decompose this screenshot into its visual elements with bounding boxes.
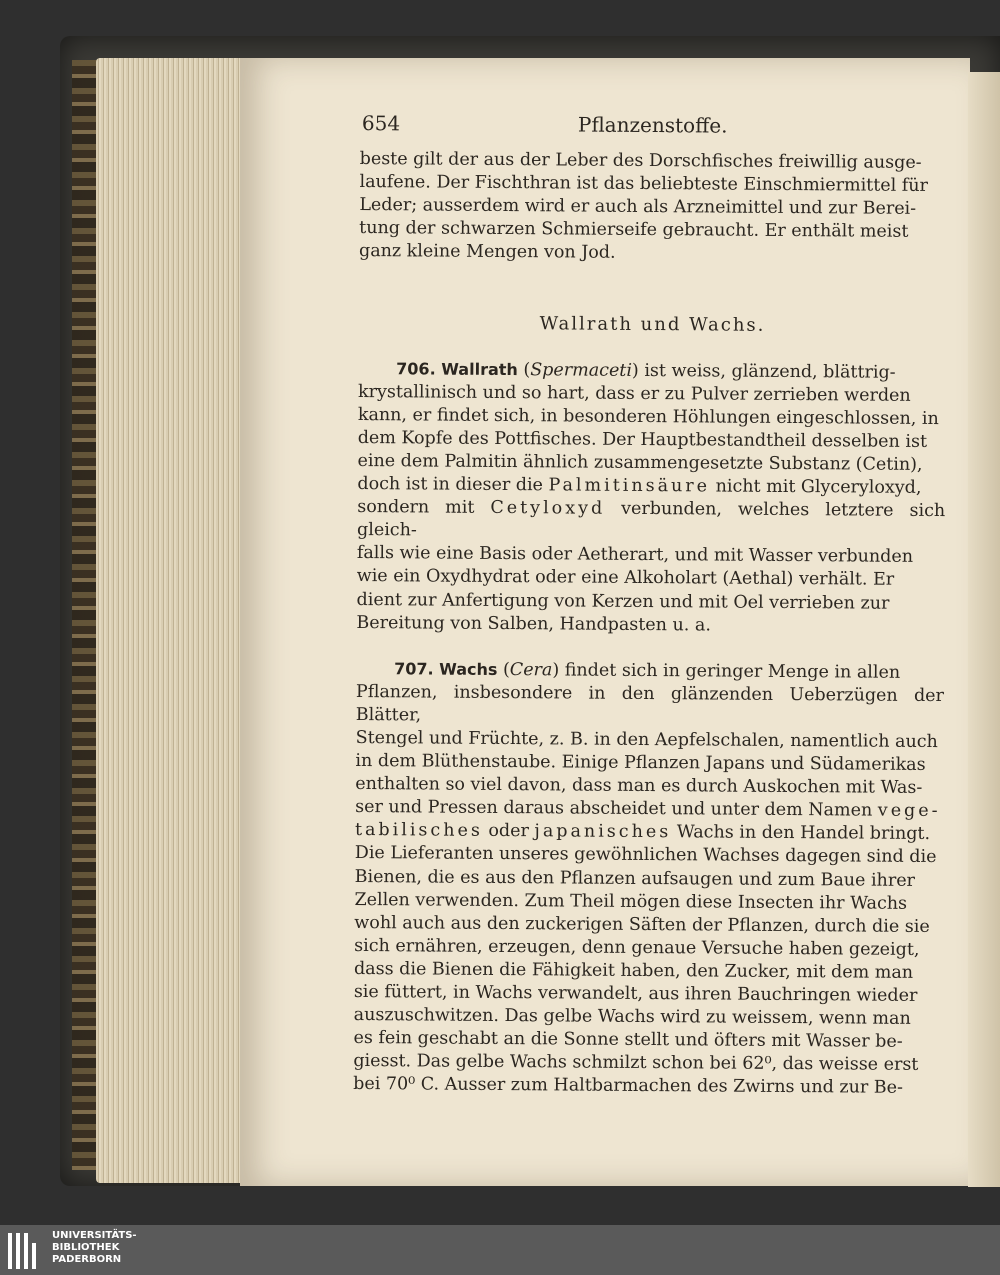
text-fragment: oder xyxy=(488,821,529,842)
page-text xyxy=(353,112,948,1101)
latin-term: Spermaceti xyxy=(530,359,633,381)
paragraph-number: 706. xyxy=(396,358,436,379)
text-fragment: nicht mit Glyceryloxyd, xyxy=(715,476,922,498)
text-line: krystallinisch und so hart, dass er zu Pulver zerrieben werden xyxy=(357,381,911,406)
library-name-line: PADERBORN xyxy=(52,1254,122,1265)
paragraph-706: 706. Wallrath (Spermaceti) ist weiss, glänzend, blättrig- krystallinisch und so hart, dass er zu Pulver zerrieben werden kann, er findet sich, in besonderen Höhlungen eingeschlossen, in dem Kopfe des Pottfisches. Der Hauptbestandtheil desselben ist eine dem Palmitin ähnlich zusammengesetzte Substanz (Cetin), doch ist in dieser die Palmitinsäure nicht mit Glyceryloxyd, sondern mit Cetyloxyd verbunden, welches letztere sich gleich- falls wie eine Basis oder Aetherart, und mit Wasser verbunden wie ein Oxydhydrat oder eine Alkoholart (Aethal) verhält. Er dient zur Anfertigung von Kerzen und mit Oel verrieben zur Bereitung von Salben, Handpasten u. a. xyxy=(356,358,946,636)
text-line: wohl auch aus den zuckerigen Säften der Pflanzen, durch die sie xyxy=(354,912,930,937)
text-line: Stengel und Früchte, z. B. in den Aepfelschalen, namentlich auch xyxy=(355,727,938,753)
text-line: ist weiss, glänzend, blättrig- xyxy=(644,360,896,383)
term-heading: Wallrath xyxy=(441,359,518,379)
text-line: falls wie eine Basis oder Aetherart, und mit Wasser verbunden xyxy=(356,543,914,568)
text-line: dass die Bienen die Fähigkeit haben, den Zucker, mit dem man xyxy=(353,958,914,983)
text-line: dient zur Anfertigung von Kerzen und mit Oel verrieben zur xyxy=(356,589,890,614)
text-line: findet sich in geringer Menge in allen xyxy=(564,660,901,683)
text-line: enthalten so viel davon, dass man es durch Auskochen mit Was- xyxy=(355,774,923,799)
text-line: Zellen verwenden. Zum Theil mögen diese Insecten ihr Wachs xyxy=(354,889,908,914)
text-line: sich ernähren, erzeugen, denn genaue Versuche haben gezeigt, xyxy=(354,935,920,960)
spaced-term: Cetyloxyd xyxy=(490,498,606,519)
library-name xyxy=(52,1230,137,1266)
text-line: Bereitung von Salben, Handpasten u. a. xyxy=(356,612,712,636)
book-spine-edge xyxy=(72,60,98,1170)
spaced-term: tabilisches xyxy=(354,820,483,842)
text-line: bei 70⁰ C. Ausser zum Haltbarmachen des Zwirns und zur Be- xyxy=(353,1074,904,1099)
text-line: Leder; ausserdem wird er auch als Arzneimittel und zur Berei- xyxy=(359,195,917,220)
text-fragment: sondern mit xyxy=(357,497,475,518)
text-fragment: doch ist in dieser die xyxy=(357,474,544,496)
text-fragment: Wachs in den Handel bringt. xyxy=(676,822,931,845)
text-line: ganz kleine Mengen von Jod. xyxy=(358,241,616,264)
text-line: giesst. Das gelbe Wachs schmilzt schon bei 62⁰, das weisse erst xyxy=(353,1051,919,1076)
text-line: Pflanzen, insbesondere in den glänzenden Ueberzügen der Blätter, xyxy=(355,681,945,726)
text-line: Die Lieferanten unseres gewöhnlichen Wachses dagegen sind die xyxy=(354,843,937,868)
library-name-line: UNIVERSITÄTS- xyxy=(52,1230,137,1241)
page-stack-edges xyxy=(96,58,256,1183)
text-line: wie ein Oxydhydrat oder eine Alkoholart (Aethal) verhält. Er xyxy=(356,566,895,591)
paragraph-707: 707. Wachs (Cera) findet sich in geringer Menge in allen Pflanzen, insbesondere in den glänzenden Ueberzügen der Blätter, Stengel und Früchte, z. B. in den Aepfelschalen, namentlich auch in dem Blüthenstaube. Einige Pflanzen Japans und Südamerikas enthalten so viel davon, dass man es durch Auskochen mit Was- ser und Pressen daraus abscheidet und unter dem Namen vege- tabilisches oder japanisches Wachs in den Handel bringt. Die Lieferanten unseres gewöhnlichen Wachses dagegen sind die Bienen, die es aus den Pflanzen aufsaugen und zum Baue ihrer Zellen verwenden. Zum Theil mögen diese Insecten ihr Wachs wohl auch aus den zuckerigen Säften der Pflanzen, durch die sie sich ernähren, erzeugen, denn genaue Versuche haben gezeigt, dass die Bienen die Fähigkeit haben, den Zucker, mit dem man sie füttert, in Wachs verwandelt, aus ihren Bauchringen wieder auszuschwitzen. Das gelbe Wachs wird zu weissem, wenn man es fein geschabt an die Sonne stellt und öfters mit Wasser be- giesst. Das gelbe Wachs schmilzt schon bei 62⁰, das weisse erst bei 70⁰ C. Ausser zum Haltbarmachen des Zwirns und zur Be- xyxy=(353,658,945,1099)
text-line: beste gilt der aus der Leber des Dorschfisches freiwillig ausge- xyxy=(359,148,922,173)
library-footer xyxy=(0,1225,1000,1275)
text-fragment: verbunden, welches letztere sich gleich- xyxy=(357,498,946,541)
spaced-term: japanisches xyxy=(534,821,672,843)
page-number: 654 xyxy=(361,111,401,136)
facing-page-edge xyxy=(968,72,1000,1187)
paragraph-number: 707. xyxy=(394,658,434,679)
text-line: eine dem Palmitin ähnlich zusammengesetzte Substanz (Cetin), xyxy=(357,450,923,475)
text-line: tung der schwarzen Schmierseife gebraucht. Er enthält meist xyxy=(359,218,909,243)
term-heading: Wachs xyxy=(439,659,498,679)
library-logo-icon xyxy=(8,1233,44,1269)
text-line: auszuschwitzen. Das gelbe Wachs wird zu weissem, wenn man xyxy=(353,1005,911,1029)
text-line: dem Kopfe des Pottfisches. Der Hauptbestandtheil desselben ist xyxy=(357,427,928,452)
latin-term: Cera xyxy=(509,659,553,681)
spaced-term: vege- xyxy=(877,800,941,822)
running-title: Pflanzenstoffe. xyxy=(577,112,728,138)
text-line: laufene. Der Fischthran ist das beliebteste Einschmiermittel für xyxy=(359,172,928,197)
text-line: sie füttert, in Wachs verwandelt, aus ihren Bauchringen wieder xyxy=(353,981,918,1006)
text-line: Bienen, die es aus den Pflanzen aufsaugen und zum Baue ihrer xyxy=(354,866,916,891)
intro-paragraph xyxy=(359,148,948,268)
spaced-term: Palmitinsäure xyxy=(548,475,711,497)
library-name-line: BIBLIOTHEK xyxy=(52,1242,120,1253)
running-header xyxy=(360,112,948,152)
text-fragment: ser und Pressen daraus abscheidet und unter dem Namen xyxy=(355,797,873,821)
section-title: Wallrath und Wachs. xyxy=(539,313,766,337)
text-line: es fein geschabt an die Sonne stellt und öfters mit Wasser be- xyxy=(353,1028,903,1052)
text-line: kann, er findet sich, in besonderen Höhlungen eingeschlossen, in xyxy=(357,404,939,429)
text-line: in dem Blüthenstaube. Einige Pflanzen Japans und Südamerikas xyxy=(355,751,926,776)
